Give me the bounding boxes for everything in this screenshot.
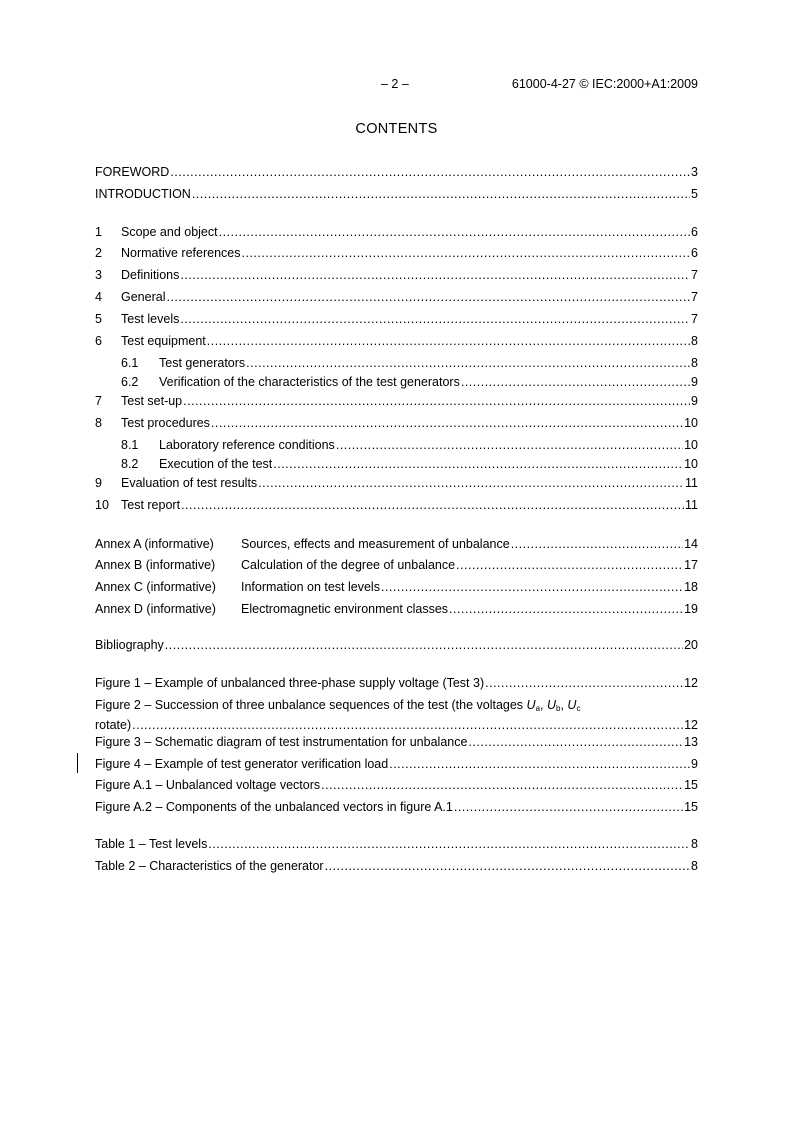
leader-dots: [166, 290, 690, 305]
toc-entry-label: INTRODUCTION: [95, 187, 191, 201]
leader-dots: [449, 602, 683, 617]
toc-entry-label: Test set-up: [121, 394, 183, 408]
leader-dots: [456, 558, 683, 573]
clause-number: 1: [95, 225, 102, 239]
leader-dots: [454, 800, 683, 815]
leader-dots: [258, 476, 684, 491]
change-bar: [77, 753, 78, 773]
page-number: – 2 –: [381, 77, 409, 91]
toc-entry-annex-c[interactable]: [95, 578, 698, 595]
toc-entry-annex-a[interactable]: [95, 535, 698, 552]
toc-entry-bibliography[interactable]: [95, 636, 698, 653]
toc-entry-clause-6-2[interactable]: [95, 373, 698, 390]
leader-dots: [246, 356, 690, 371]
toc-entry-label: Normative references: [121, 246, 241, 260]
toc-entry-label: Calculation of the degree of unbalance: [241, 558, 456, 572]
annex-prefix: Annex A (informative): [95, 537, 214, 551]
toc-entry-page: 9: [691, 394, 698, 408]
toc-entry-label: Table 2 – Characteristics of the generator: [95, 859, 324, 873]
toc-entry-annex-d[interactable]: [95, 600, 698, 617]
annex-prefix: Annex D (informative): [95, 602, 216, 616]
toc-entry-label: Evaluation of test results: [121, 476, 258, 490]
leader-dots: [321, 778, 683, 793]
clause-number: 9: [95, 476, 102, 490]
toc-entry-label: Execution of the test: [159, 457, 273, 471]
toc-entry-table-1[interactable]: [95, 835, 698, 852]
toc-entry-label: Figure 1 – Example of unbalanced three-phase supply voltage (Test 3): [95, 676, 485, 690]
leader-dots: [180, 268, 690, 283]
toc-entry-clause-2[interactable]: [95, 244, 698, 261]
toc-entry-label: Scope and object: [121, 225, 218, 239]
leader-dots: [511, 537, 683, 552]
toc-entry-page: 7: [691, 290, 698, 304]
leader-dots: [485, 676, 683, 691]
toc-entry-page: 12: [684, 676, 698, 690]
toc-entry-page: 9: [691, 757, 698, 771]
leader-dots: [242, 246, 691, 261]
leader-dots: [170, 165, 690, 180]
toc-entry-label-continued: rotate): [95, 718, 132, 732]
document-id: 61000-4-27 © IEC:2000+A1:2009: [511, 77, 698, 91]
toc-entry-figure-3[interactable]: [95, 733, 698, 750]
toc-entry-page: 8: [691, 356, 698, 370]
toc-entry-page: 14: [684, 537, 698, 551]
toc-entry-table-2[interactable]: [95, 857, 698, 874]
toc-entry-figure-4[interactable]: [95, 755, 698, 772]
toc-entry-clause-4[interactable]: [95, 288, 698, 305]
toc-entry-clause-5[interactable]: [95, 310, 698, 327]
toc-entry-page: 10: [684, 438, 698, 452]
toc-entry-label: Laboratory reference conditions: [159, 438, 335, 452]
toc-entry-clause-10[interactable]: [95, 496, 698, 513]
leader-dots: [183, 394, 690, 409]
leader-dots: [389, 757, 690, 772]
toc-entry-label: Verification of the characteristics of the test generators: [159, 375, 460, 389]
toc-entry-page: 7: [691, 312, 698, 326]
toc-entry-page: 13: [684, 735, 698, 749]
toc-entry-clause-7[interactable]: [95, 392, 698, 409]
toc-entry-label: Electromagnetic environment classes: [241, 602, 449, 616]
leader-dots: [208, 837, 690, 852]
toc-entry-label: Sources, effects and measurement of unbalance: [241, 537, 510, 551]
clause-number: 5: [95, 312, 102, 326]
toc-entry-figure-2[interactable]: [95, 698, 698, 733]
toc-entry-foreword[interactable]: [95, 163, 698, 180]
toc-entry-page: 18: [684, 580, 698, 594]
clause-number: 6.1: [121, 356, 139, 370]
leader-dots: [192, 187, 690, 202]
toc-entry-label: Figure A.1 – Unbalanced voltage vectors: [95, 778, 321, 792]
toc-entry-label: Definitions: [121, 268, 180, 282]
toc-entry-clause-6-1[interactable]: [95, 354, 698, 371]
leader-dots: [181, 498, 684, 513]
toc-entry-page: 10: [684, 416, 698, 430]
leader-dots: [381, 580, 683, 595]
leader-dots: [468, 735, 683, 750]
leader-dots: [336, 438, 683, 453]
toc-entry-figure-1[interactable]: [95, 674, 698, 691]
toc-entry-introduction[interactable]: [95, 185, 698, 202]
page-header: [0, 77, 793, 93]
clause-number: 7: [95, 394, 102, 408]
toc-entry-page: 9: [691, 375, 698, 389]
leader-dots: [219, 225, 690, 240]
clause-number: 4: [95, 290, 102, 304]
leader-dots: [211, 416, 683, 431]
toc-entry-page: 7: [691, 268, 698, 282]
toc-entry-page: 15: [684, 778, 698, 792]
leader-dots: [180, 312, 690, 327]
toc-entry-page: 3: [691, 165, 698, 179]
toc-entry-page: 12: [684, 718, 698, 732]
toc-entry-page: 5: [691, 187, 698, 201]
toc-entry-clause-8[interactable]: [95, 414, 698, 431]
annex-prefix: Annex B (informative): [95, 558, 216, 572]
toc-entry-label: Bibliography: [95, 638, 164, 652]
toc-entry-label: Figure 4 – Example of test generator verification load: [95, 757, 389, 771]
toc-entry-page: 8: [691, 859, 698, 873]
toc-entry-label: Test equipment: [121, 334, 206, 348]
toc-entry-label: Test levels: [121, 312, 180, 326]
toc-entry-page: 10: [684, 457, 698, 471]
clause-number: 3: [95, 268, 102, 282]
toc-entry-page: 19: [684, 602, 698, 616]
toc-entry-page: 17: [684, 558, 698, 572]
toc-entry-label: FOREWORD: [95, 165, 170, 179]
toc-entry-clause-8-1[interactable]: [95, 436, 698, 453]
annex-prefix: Annex C (informative): [95, 580, 216, 594]
clause-number: 2: [95, 246, 102, 260]
toc-entry-label: General: [121, 290, 166, 304]
toc-entry-page: 6: [691, 246, 698, 260]
toc-entry-page: 15: [684, 800, 698, 814]
clause-number: 8: [95, 416, 102, 430]
toc-entry-clause-1[interactable]: [95, 223, 698, 240]
toc-entry-figure-a1[interactable]: [95, 776, 698, 793]
toc-entry-page: 20: [684, 638, 698, 652]
toc-entry-annex-b[interactable]: [95, 556, 698, 573]
toc-entry-label: Information on test levels: [241, 580, 380, 594]
clause-number: 6: [95, 334, 102, 348]
toc-entry-label: Figure A.2 – Components of the unbalanced vectors in figure A.1: [95, 800, 453, 814]
toc-entry-page: 8: [691, 837, 698, 851]
toc-entry-clause-6[interactable]: [95, 332, 698, 349]
toc-entry-clause-9[interactable]: [95, 474, 698, 491]
toc-entry-page: 6: [691, 225, 698, 239]
toc-entry-label: Figure 2 – Succession of three unbalance sequences of the test (the voltages $U_a$, $U_b$, $U_c$: [95, 698, 581, 713]
leader-dots: [132, 718, 683, 733]
toc-entry-page: 11: [685, 476, 698, 490]
leader-dots: [325, 859, 690, 874]
clause-number: 10: [95, 498, 109, 512]
toc-entry-label: Test generators: [159, 356, 246, 370]
toc-entry-clause-8-2[interactable]: [95, 455, 698, 472]
toc-entry-page: 11: [685, 498, 698, 512]
toc-entry-page: 8: [691, 334, 698, 348]
toc-entry-clause-3[interactable]: [95, 266, 698, 283]
leader-dots: [461, 375, 690, 390]
page-title: CONTENTS: [355, 121, 438, 137]
toc-entry-label: Test report: [121, 498, 181, 512]
leader-dots: [165, 638, 683, 653]
toc-entry-figure-a2[interactable]: [95, 798, 698, 815]
leader-dots: [207, 334, 690, 349]
clause-number: 8.2: [121, 457, 139, 471]
toc-entry-label: Figure 3 – Schematic diagram of test instrumentation for unbalance: [95, 735, 468, 749]
toc-entry-label: Test procedures: [121, 416, 210, 430]
clause-number: 6.2: [121, 375, 139, 389]
toc-entry-label: Table 1 – Test levels: [95, 837, 208, 851]
clause-number: 8.1: [121, 438, 139, 452]
leader-dots: [273, 457, 683, 472]
